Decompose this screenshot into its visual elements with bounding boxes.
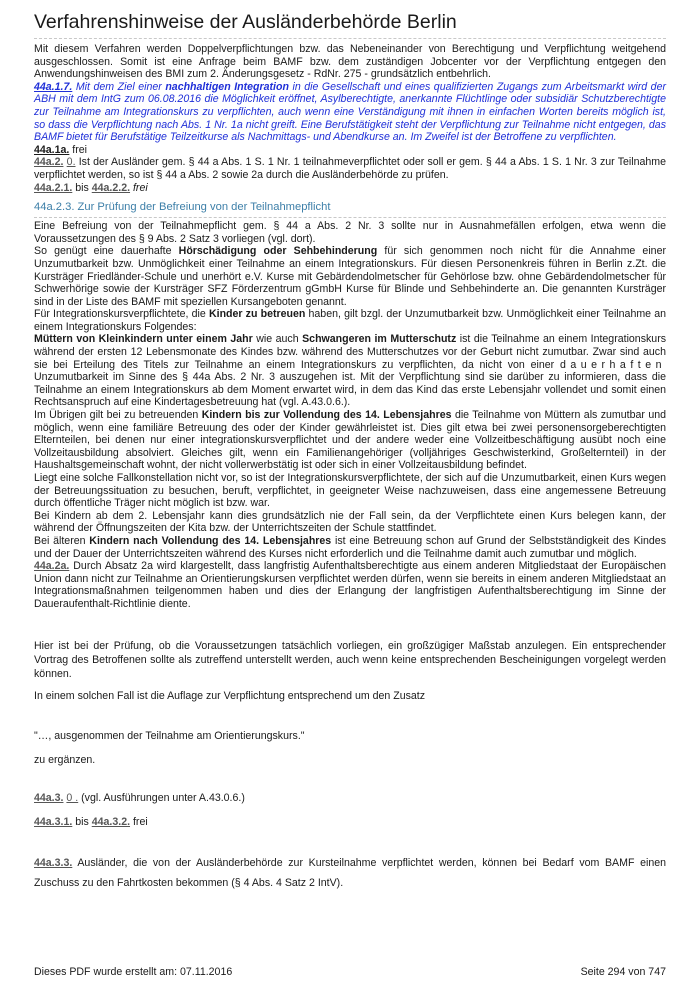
- paragraph-auflage: In einem solchen Fall ist die Auflage zur Verpflichtung entsprechend um den Zusatz: [34, 689, 426, 702]
- ref-link-0-b[interactable]: 0 .: [66, 791, 79, 804]
- page-footer: [34, 966, 666, 978]
- lower-text-block: [34, 639, 666, 893]
- intro-paragraph: Mit diesem Verfahren werden Doppelverpflichtungen bzw. das Nebeneinander von Berechtigung und Verpflichtung weitgehend ausgeschlossen. Somit ist eine Anfrage beim BAMF bzw. dem zuständigen Jobcenter vor der Verpflichtung entgegen den Anwendungshinweisen des BMI zum 2. Änderungsgesetz - RdNr. 275 - grundsätzlich entbehrlich.: [34, 43, 666, 81]
- ref-link-44a-2-1[interactable]: 44a.2.1.: [34, 181, 73, 194]
- section-44a-3: 44a.3. 0 . (vgl. Ausführungen unter A.43.0.6.): [34, 791, 245, 804]
- paragraph-befreiung: Eine Befreiung von der Teilnahmepflicht gem. § 44 a Abs. 2 Nr. 3 sollte nur in Ausnahmefällen erfolgen, etwa wenn die Voraussetzungen des § 9 Abs. 2 Satz 3 vorliegen (vgl. dort).: [34, 220, 666, 245]
- ref-link-44a-1a[interactable]: 44a.1a.: [34, 143, 70, 156]
- ref-link-44a-3-2[interactable]: 44a.3.2.: [91, 815, 131, 828]
- paragraph-muetter: Müttern von Kleinkindern unter einem Jahr wie auch Schwangeren im Mutterschutz ist die Teilnahme an einem Integrationskurs während der ersten 12 Lebensmonate des Kindes bzw. während des Mutterschutzes vor der Geburt nicht zumutbar. Zwar sind auch sie bei Erteilung des Titels zur Teilnahme an einem Integrationskurs zu verpflichten, da nicht von einer dauerhaften Unzumutbarkeit im Sinne des § 44a Abs. 2 Nr. 3 auszugehen ist. Mit der Verpflichtung sind sie darüber zu informieren, dass die Teilnahme an einem Integrationskurs ab dem Moment erwartet wird, in dem das Kind das erste Lebensjahr vollendet und somit einen Rechtsanspruch auf eine Kindertagesbetreuung hat (vgl. A.43.0.6.).: [34, 333, 667, 409]
- upper-text-block: [34, 43, 666, 194]
- paragraph-aeltere-kinder: Bei älteren Kindern nach Vollendung des 14. Lebensjahres ist eine Betreuung schon auf Grund der Selbstständigkeit des Kindes und der Dauer der Unterrichtszeiten während des Kurses nicht erforderlich und die Teilnahme damit auch zumutbar und möglich.: [34, 534, 666, 560]
- section-44a-3-3: 44a.3.3. Ausländer, die von der Ausländerbehörde zur Kursteilnahme verpflichtet werden, können bei Bedarf vom BAMF einen Zuschuss zu den Fahrtkosten bekommen (§ 4 Abs. 4 Satz 2 IntV).: [34, 856, 666, 889]
- ref-link-44a-3-1[interactable]: 44a.3.1.: [34, 815, 73, 828]
- section-44a-2-1: 44a.2.1. bis 44a.2.2. frei: [34, 181, 148, 194]
- paragraph-pruefung: Hier ist bei der Prüfung, ob die Voraussetzungen tatsächlich vorliegen, ein großzügiger Maßstab anzulegen. Ein entsprechender Vortrag des Betroffenen sollte als zutreffend unterstellt werden, auch wenn keine entsprechenden Bescheinigungen vorgelegt werden können.: [34, 639, 666, 680]
- ref-link-44a-3-3[interactable]: 44a.3.3.: [34, 856, 73, 869]
- section-44a-1a: 44a.1a. frei: [34, 143, 88, 156]
- paragraph-kinderbetreuung: Für Integrationskursverpflichtete, die Kinder zu betreuen haben, gilt bzgl. der Unzumutbarkeit bzw. Unmöglichkeit einer Teilnahme an einem Integrationskurs Folgendes:: [34, 308, 666, 333]
- section-44a-3-1: 44a.3.1. bis 44a.3.2. frei: [34, 815, 148, 828]
- paragraph-hoerschaedigung: So genügt eine dauerhafte Hörschädigung oder Sehbehinderung für sich genommen noch nicht für die Annahme einer Unzumutbarkeit bzw. Unmöglichkeit einer Teilnahme an einem Integrationskurs. Für diesen Personenkreis führen in Berlin z.Zt. die Kursträger Friedländer-Schule und unerhört e.V. Kurse mit Gebärdendolmetscher für Gehörlose bzw. ohne Gebärdendolmetscher für Schwerhörige sowie der Kursträger SFZ Förderzentrum gGmbH Kurse für Blinde und Sehbehinderte an. Die genannten Kursträger sind in der Liste des BAMF mit speziellen Kursangeboten genannt.: [34, 245, 666, 308]
- section-44a-2: 44a.2. 0. Ist der Ausländer gem. § 44 a Abs. 1 S. 1 Nr. 1 teilnahmeverpflichtet oder soll er gem. § 44 a Abs. 1 S. 1 Nr. 3 zur Teilnahme verpflichtet werden, so ist § 44 a Abs. 2 sowie 2a durch die Ausländerbehörde zu prüfen.: [34, 156, 666, 181]
- main-text-block: [34, 220, 666, 610]
- ref-link-44a-2a[interactable]: 44a.2a.: [34, 560, 70, 573]
- ref-link-44a-3[interactable]: 44a.3.: [34, 791, 64, 804]
- paragraph-ergaenzen: zu ergänzen.: [34, 753, 96, 766]
- ref-link-44a-2[interactable]: 44a.2.: [34, 156, 64, 169]
- section-heading: 44a.2.3. Zur Prüfung der Befreiung von der Teilnahmepflicht: [34, 200, 666, 218]
- ref-link-0[interactable]: 0.: [66, 156, 76, 169]
- footer-page-number: Seite 294 von 747: [580, 966, 666, 978]
- ref-link-44a-2-2[interactable]: 44a.2.2.: [91, 181, 131, 194]
- paragraph-fallkonstellation: Liegt eine solche Fallkonstellation nicht vor, so ist der Integrationskursverpflichtete, der sich auf die Unzumutbarkeit, einen Kurs wegen der Betreuungssituation zu besuchen, beruft, verpflichtet, in geeigneter Weise nachzuweisen, dass eine angemessene Betreuung durch öffentliche Träger nicht möglich ist bzw. war.: [34, 472, 666, 510]
- ref-link-44a-1-7[interactable]: 44a.1.7.: [34, 80, 73, 93]
- page-title: Verfahrenshinweise der Ausländerbehörde Berlin: [34, 10, 666, 39]
- section-44a-1-7: 44a.1.7. Mit dem Ziel einer nachhaltigen Integration in die Gesellschaft und eines qualifizierten Zugangs zum Arbeitsmarkt wird der ABH mit dem IntG zum 06.08.2016 die Möglichkeit eröffnet, Asylberechtigte, anerkannte Flüchtlinge oder subsidiär Schutzberechtigte zur Teilnahme am Integrationskurs zu verpflichten, auch wenn eine Verständigung mit ihnen in einfachen Worten bereits möglich ist, so dass die Verpflichtung nach Abs. 1 Nr. 1a nicht greift. Eine Berufstätigkeit steht der Verpflichtung zur Teilnahme nicht entgegen, das BAMF bietet für Berufstätige Teilzeitkurse als Nachmittags- und Abendkurse an. Im Zweifel ist der Betroffene zu verpflichten.: [34, 80, 666, 144]
- paragraph-2-lebensjahr: Bei Kindern ab dem 2. Lebensjahr kann dies grundsätzlich nie der Fall sein, da der Verpflichtete einen Kurs belegen kann, der während der Öffnungszeiten der Kita bzw. der Unterrichtszeiten der Schule stattfindet.: [34, 509, 666, 535]
- paragraph-kinder-14: Im Übrigen gilt bei zu betreuenden Kindern bis zur Vollendung des 14. Lebensjahres die Teilnahme von Müttern als zumutbar und möglich, wenn eine familiäre Betreuung des oder der Kinder gewährleistet ist. Dies gilt etwa bei zwei personensorgeberechtigten Elternteilen, bei denen nur einer integrationskursverpflichtet und der andere weder eine Vollzeitbeschäftigung ausübt noch eine Vollzeitausbildung absolviert. Gleiches gilt, wenn ein Familienangehöriger (volljähriges Geschwisterkind, Großelternteil) in der Haushaltsgemeinschaft wohnt, der nicht vollerwerbstätig ist oder sich in einer Vollzeitausbildung befindet.: [34, 409, 666, 472]
- footer-created-date: Dieses PDF wurde erstellt am: 07.11.2016: [34, 966, 233, 978]
- section-44a-2a: 44a.2a. Durch Absatz 2a wird klargestellt, dass langfristig Aufenthaltsberechtigte aus einem anderen Mitgliedstaat der Europäischen Union dann nicht zur Teilnahme an Orientierungskursen verpflichtet werden dürfen, wenn sie bereits in einem anderen Mitgliedstaat an Integrationsmaßnahmen teilgenommen haben und dies der Erlangung der langfristigen Aufenthaltsberechtigung im Sinne der Daueraufenthalt-Richtlinie diente.: [34, 560, 666, 610]
- quote-zusatz: "…, ausgenommen der Teilnahme am Orientierungskurs.": [34, 729, 305, 742]
